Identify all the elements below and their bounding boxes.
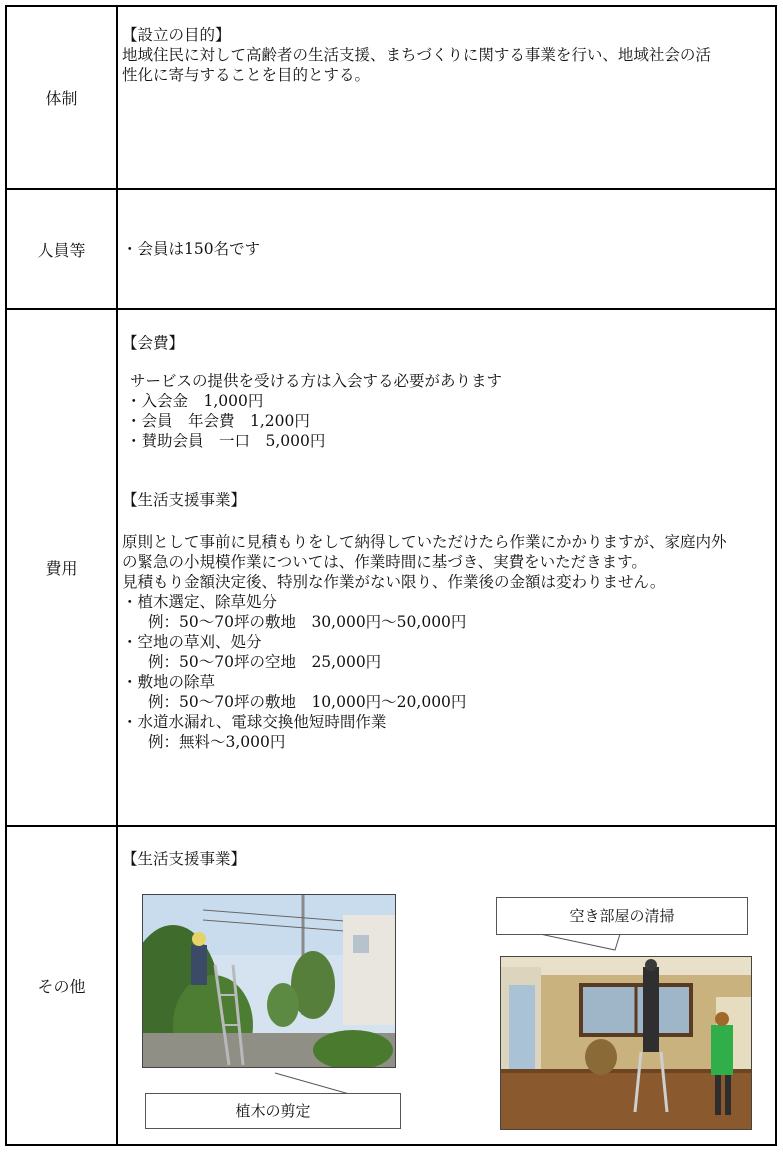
- member-count: ・会員は150名です: [122, 240, 261, 258]
- caption-room-cleaning: 空き部屋の清掃: [496, 897, 748, 935]
- purpose-heading: 【設立の目的】: [122, 26, 231, 44]
- row-hiyo: [7, 310, 775, 827]
- room-cleaning-image: [501, 957, 752, 1130]
- row-content-jinin: [120, 190, 775, 308]
- fee-heading: 【会費】: [122, 334, 185, 352]
- fee-line: ・入会金 1,000円: [126, 392, 264, 410]
- support-line: ・水道水漏れ、電球交換他短時間作業: [122, 713, 387, 731]
- row-label-hiyo: 費用: [7, 310, 118, 825]
- row-label-sonota: その他: [7, 827, 118, 1144]
- row-content-taisei: [120, 7, 775, 188]
- support-line: ・空地の草刈、処分: [122, 633, 262, 651]
- other-heading: 【生活支援事業】: [122, 850, 247, 868]
- info-table: [5, 5, 777, 1146]
- row-label-taisei: 体制: [7, 7, 118, 188]
- support-line: 例：無料～3,000円: [148, 733, 286, 751]
- caption-tree-pruning: 植木の剪定: [145, 1093, 401, 1129]
- support-line: 例：50～70坪の空地 25,000円: [148, 653, 382, 671]
- purpose-line-2: 性化に寄与することを目的とする。: [122, 66, 371, 84]
- photo-room-cleaning: [500, 956, 752, 1130]
- support-line: 例：50～70坪の敷地 10,000円～20,000円: [148, 693, 467, 711]
- row-jinin: [7, 190, 775, 310]
- callout-pointer-right: [530, 934, 630, 954]
- tree-pruning-image: [143, 895, 396, 1068]
- support-line: ・敷地の除草: [122, 673, 216, 691]
- fee-line: ・賛助会員 一口 5,000円: [126, 432, 326, 450]
- support-line: 見積もり金額決定後、特別な作業がない限り、作業後の金額は変わりません。: [122, 573, 666, 591]
- row-sonota: [7, 827, 775, 1144]
- fee-line: サービスの提供を受ける方は入会する必要があります: [130, 372, 503, 390]
- row-label-jinin: 人員等: [7, 190, 118, 308]
- support-line: 原則として事前に見積もりをして納得していただけたら作業にかかりますが、家庭内外: [122, 533, 727, 551]
- photo-tree-pruning: [142, 894, 396, 1068]
- support-line: 例：50～70坪の敷地 30,000円～50,000円: [148, 613, 467, 631]
- purpose-line-1: 地域住民に対して高齢者の生活支援、まちづくりに関する事業を行い、地域社会の活: [122, 46, 711, 64]
- support-heading: 【生活支援事業】: [122, 491, 247, 509]
- row-content-sonota: [120, 827, 775, 1144]
- support-line: ・植木選定、除草処分: [122, 593, 278, 611]
- fee-line: ・会員 年会費 1,200円: [126, 412, 310, 430]
- row-taisei: [7, 7, 775, 190]
- row-content-hiyo: [120, 310, 775, 825]
- support-line: の緊急の小規模作業については、作業時間に基づき、実費をいただきます。: [122, 553, 647, 571]
